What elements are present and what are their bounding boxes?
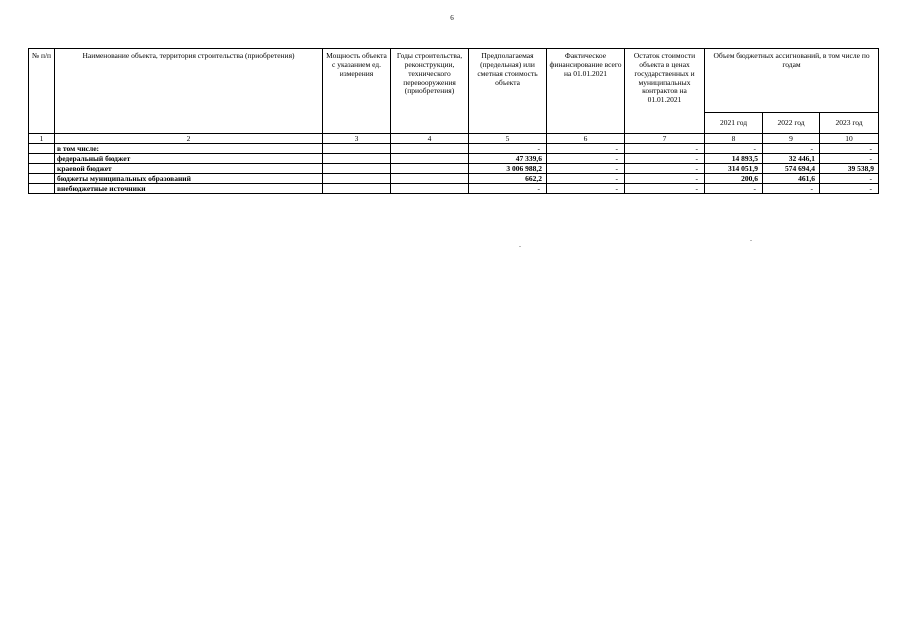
year-2023-value: - [820,174,879,184]
remaining-cost-value: - [625,154,705,164]
table-row [29,164,879,174]
year-2023-value: - [820,144,879,154]
actual-financing-value: - [547,184,625,194]
header-year-2023: 2023 год [820,113,879,134]
header-budget-allocations: Объем бюджетных ассигнований, в том числе по годам [705,49,879,113]
header-year-2022: 2022 год [763,113,820,134]
actual-financing-value: - [547,174,625,184]
estimated-cost-value: 47 339,6 [469,154,547,164]
year-2023-value: - [820,184,879,194]
scan-speck [750,240,752,241]
estimated-cost-value: - [469,184,547,194]
row-label: краевой бюджет [55,164,323,174]
year-2021-value: - [705,184,763,194]
column-number: 6 [547,134,625,144]
estimated-cost-value: - [469,144,547,154]
page-number: 6 [450,14,454,22]
scan-speck [519,246,521,247]
remaining-cost-value: - [625,164,705,174]
row-label: бюджеты муниципальных образований [55,174,323,184]
estimated-cost-value: 3 006 988,2 [469,164,547,174]
estimated-cost-value: 662,2 [469,174,547,184]
actual-financing-value: - [547,144,625,154]
budget-allocation-table [28,48,879,194]
year-2021-value: 200,6 [705,174,763,184]
year-2021-value: - [705,144,763,154]
table-row [29,144,879,154]
column-number: 9 [763,134,820,144]
header-construction-years: Годы строительства, реконструкции, технического перевооружения (приобретения) [391,49,469,134]
actual-financing-value: - [547,164,625,174]
header-object-name: Наименование объекта, территория строительства (приобретения) [55,49,323,134]
remaining-cost-value: - [625,184,705,194]
column-number: 4 [391,134,469,144]
header-capacity: Мощность объекта с указанием ед. измерения [323,49,391,134]
year-2023-value: 39 538,9 [820,164,879,174]
year-2022-value: 574 694,4 [763,164,820,174]
actual-financing-value: - [547,154,625,164]
column-number: 3 [323,134,391,144]
header-row-number: № п/п [29,49,55,134]
year-2022-value: - [763,144,820,154]
year-2021-value: 14 893,5 [705,154,763,164]
year-2022-value: - [763,184,820,194]
remaining-cost-value: - [625,174,705,184]
column-number: 10 [820,134,879,144]
header-actual-financing: Фактическое финансирование всего на 01.01.2021 [547,49,625,134]
row-label: в том числе: [55,144,323,154]
table-row [29,154,879,164]
year-2022-value: 461,6 [763,174,820,184]
header-remaining-cost: Остаток стоимости объекта в ценах государственных и муниципальных контрактов на 01.01.2021 [625,49,705,134]
column-number: 7 [625,134,705,144]
column-number: 5 [469,134,547,144]
row-label: федеральный бюджет [55,154,323,164]
row-label: внебюджетные источники [55,184,323,194]
column-number: 8 [705,134,763,144]
column-number: 1 [29,134,55,144]
header-estimated-cost: Предполагаемая (предельная) или сметная стоимость объекта [469,49,547,134]
year-2022-value: 32 446,1 [763,154,820,164]
table-row [29,184,879,194]
table-row [29,174,879,184]
year-2021-value: 314 051,9 [705,164,763,174]
header-year-2021: 2021 год [705,113,763,134]
column-number: 2 [55,134,323,144]
year-2023-value: - [820,154,879,164]
remaining-cost-value: - [625,144,705,154]
column-number-row [29,134,879,144]
